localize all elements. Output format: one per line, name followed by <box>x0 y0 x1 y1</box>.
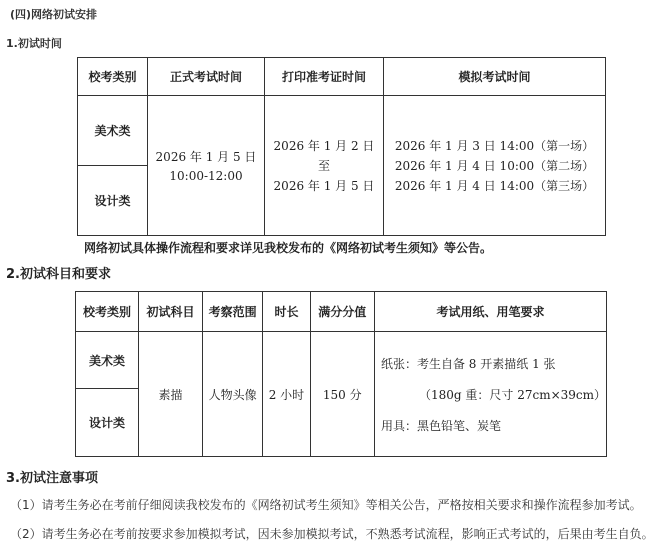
print-start: 2026 年 1 月 2 日 <box>273 139 375 153</box>
req-tools: 用具：黑色铅笔、炭笔 <box>380 418 501 433</box>
sec2-title: 2.初试科目和要求 <box>6 267 111 282</box>
subject-header-row <box>76 292 607 332</box>
header-subject: 初试科目 <box>139 292 203 332</box>
header-requirements: 考试用纸、用笔要求 <box>374 292 606 332</box>
header-formal-time: 正式考试时间 <box>148 58 265 96</box>
schedule-table <box>77 57 606 236</box>
section-title: (四)网络初试安排 <box>10 8 98 21</box>
header-print-time: 打印准考证时间 <box>265 58 384 96</box>
subject-table <box>75 291 607 457</box>
notice-item-1: （1）请考生务必在考前仔细阅读我校发布的《网络初试考生须知》等相关公告，严格按相关要求和操作流程参加考试。 <box>10 498 642 512</box>
header-category: 校考类别 <box>76 292 139 332</box>
sec3-title: 3.初试注意事项 <box>6 471 98 486</box>
formal-hours: 10:00-12:00 <box>169 169 243 183</box>
score-cell: 150 分 <box>310 332 374 457</box>
header-scope: 考察范围 <box>202 292 262 332</box>
header-score: 满分分值 <box>310 292 374 332</box>
mock-session-1: 2026 年 1 月 3 日 14:00（第一场） <box>394 139 595 153</box>
req-paper: 纸张：考生自备 8 开素描纸 1 张 <box>380 356 556 371</box>
subject-cell: 素描 <box>139 332 203 457</box>
category-art: 美术类 <box>78 96 148 166</box>
requirements-cell <box>374 332 606 457</box>
header-mock-time: 模拟考试时间 <box>384 58 606 96</box>
category-design: 设计类 <box>76 389 139 457</box>
schedule-row <box>78 96 606 166</box>
req-size: （180g 重：尺寸 27cm×39cm） <box>418 387 606 402</box>
header-category: 校考类别 <box>78 58 148 96</box>
notice-item-2: （2）请考生务必在考前按要求参加模拟考试，因未参加模拟考试，不熟悉考试流程，影响正式考试的，后果由考生自负。 <box>10 527 654 541</box>
category-art: 美术类 <box>76 332 139 389</box>
header-duration: 时长 <box>263 292 310 332</box>
print-end: 2026 年 1 月 5 日 <box>273 179 375 193</box>
sec1-note: 网络初试具体操作流程和要求详见我校发布的《网络初试考生须知》等公告。 <box>84 241 493 255</box>
print-time-cell <box>265 96 384 236</box>
scope-cell: 人物头像 <box>202 332 262 457</box>
duration-cell: 2 小时 <box>263 332 310 457</box>
sec1-title: 1.初试时间 <box>6 37 62 50</box>
subject-row <box>76 332 607 389</box>
category-design: 设计类 <box>78 166 148 236</box>
schedule-header-row <box>78 58 606 96</box>
formal-time-cell <box>148 96 265 236</box>
formal-date: 2026 年 1 月 5 日 <box>155 150 257 164</box>
mock-time-cell <box>384 96 606 236</box>
mock-session-3: 2026 年 1 月 4 日 14:00（第三场） <box>394 179 595 193</box>
print-to: 至 <box>317 159 330 173</box>
mock-session-2: 2026 年 1 月 4 日 10:00（第二场） <box>394 159 595 173</box>
